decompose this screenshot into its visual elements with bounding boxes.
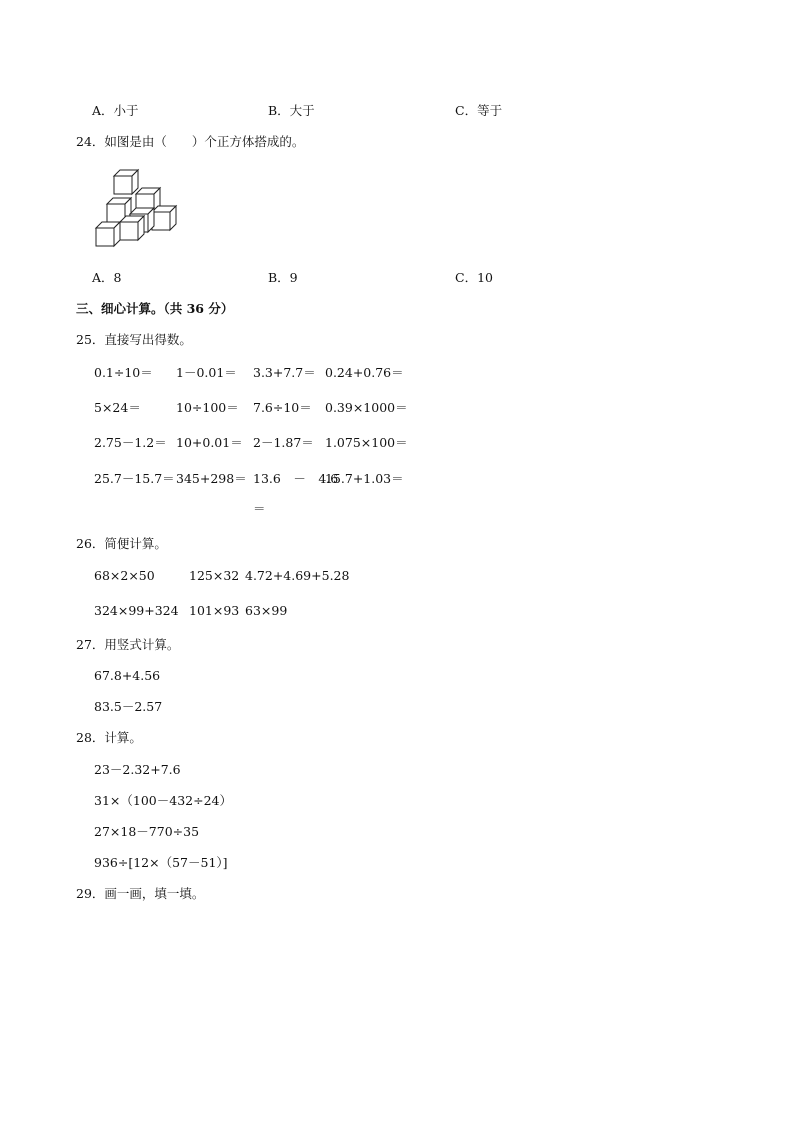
- q27-item: 67.8+4.56: [94, 668, 161, 683]
- q24-question: 24．如图是由（ ）个正方体搭成的。: [76, 134, 305, 149]
- q25-wrap-equals: ＝: [253, 501, 266, 516]
- q26-item: 324×99+324: [94, 603, 179, 618]
- q25-item: 13.6 － 4.6: [253, 471, 339, 486]
- q25-item: 0.24+0.76＝: [325, 365, 404, 380]
- q26-item: 125×32: [189, 568, 240, 583]
- q28-item: 23－2.32+7.6: [94, 762, 181, 777]
- q25-item: 1.075×100＝: [325, 435, 408, 450]
- q25-item: 345+298＝: [176, 471, 247, 486]
- q25-item: 10+0.01＝: [176, 435, 243, 450]
- q25-item: 3.3+7.7＝: [253, 365, 316, 380]
- q26-item: 4.72+4.69+5.28: [245, 568, 350, 583]
- cube: [114, 170, 138, 194]
- q24-option-c: C．10: [455, 270, 493, 285]
- q27-item: 83.5－2.57: [94, 699, 163, 714]
- q25-item: 25.7－15.7＝: [94, 471, 175, 486]
- q28-item: 31×（100－432÷24）: [94, 793, 232, 808]
- q24-option-a: A．8: [92, 270, 122, 285]
- q24-option-b: B．9: [268, 270, 298, 285]
- q28-question: 28．计算。: [76, 730, 142, 745]
- q23-option-a: A．小于: [92, 103, 139, 118]
- q25-item: 0.39×1000＝: [325, 400, 408, 415]
- q26-item: 63×99: [245, 603, 288, 618]
- cube-stack-figure: [90, 164, 182, 254]
- q26-question: 26．简便计算。: [76, 536, 167, 551]
- q25-item: 2－1.87＝: [253, 435, 314, 450]
- q27-question: 27．用竖式计算。: [76, 637, 180, 652]
- q23-option-c: C．等于: [455, 103, 503, 118]
- q25-item: 5×24＝: [94, 400, 141, 415]
- q25-item: 1－0.01＝: [176, 365, 237, 380]
- cube: [120, 216, 144, 240]
- q29-question: 29．画一画，填一填。: [76, 886, 205, 901]
- q25-item: 10÷100＝: [176, 400, 239, 415]
- cube: [96, 222, 120, 246]
- q23-option-b: B．大于: [268, 103, 315, 118]
- q25-item: 15.7+1.03＝: [325, 471, 404, 486]
- q25-item: 7.6÷10＝: [253, 400, 312, 415]
- q28-item: 936÷[12×（57－51）]: [94, 855, 228, 870]
- q25-item: 2.75－1.2＝: [94, 435, 167, 450]
- q25-question: 25．直接写出得数。: [76, 332, 192, 347]
- q25-item: 0.1÷10＝: [94, 365, 153, 380]
- q26-item: 101×93: [189, 603, 240, 618]
- q26-item: 68×2×50: [94, 568, 155, 583]
- cube: [152, 206, 176, 230]
- q28-item: 27×18－770÷35: [94, 824, 200, 839]
- section-title: 三、细心计算。（共 36 分）: [76, 301, 234, 316]
